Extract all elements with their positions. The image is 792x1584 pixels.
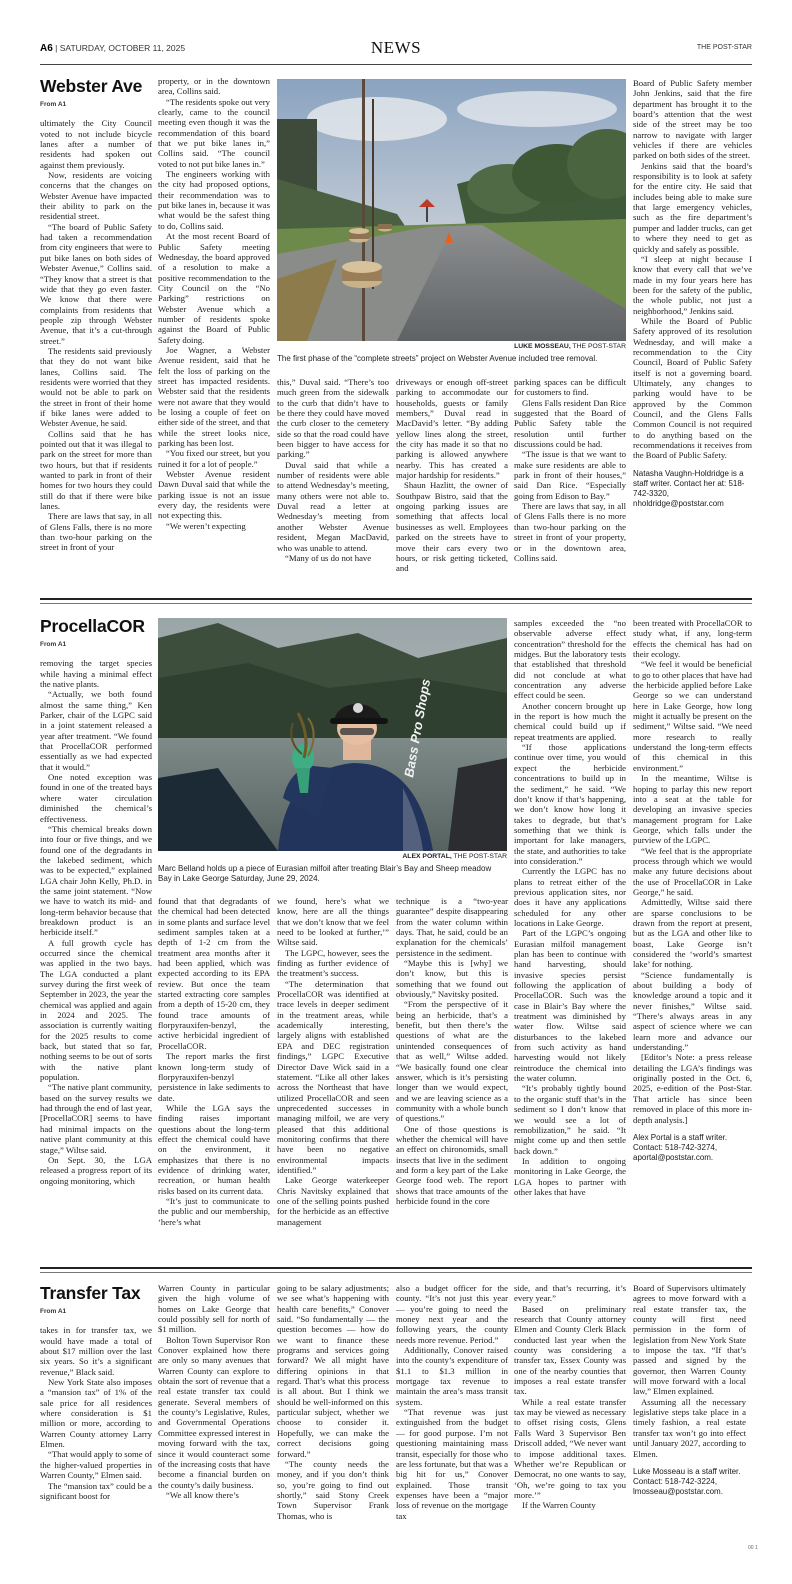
- webster-col-6: [633, 78, 752, 588]
- procella-col-4: [396, 896, 508, 1256]
- procella-col-5: [514, 618, 626, 1256]
- paragraph: In addition to ongoing monitoring in Lake George, the LGA hopes to partner with other lakes that have: [514, 1155, 626, 1197]
- paragraph: “Actually, we both found almost the same thing,” Ken Parker, chair of the LGPC said in a joint statement released a year after treatment. “We found that ProcellaCOR performed essentially as we had expected that it would.”: [40, 689, 152, 772]
- paragraph: “The determination that ProcellaCOR was identified at trace levels in deeper sediment in the treatment areas, while academically interesting, largely aligns with established EPA and DEC registration findings,” LGPC Executive Director Dave Wick said in a statement. “Like all other lakes across the Northeast that have utilized ProcellaCOR and seen unprecedented successes in managing milfoil, we are very pleased that this additional monitoring confirms that there have been no negative environmental impacts identified.”: [277, 978, 389, 1175]
- paragraph: takes in for transfer tax, we would have made a total of about $17 million over the last six years. So it’s a significant revenue,” Black said.: [40, 1325, 152, 1377]
- page-number: A6: [40, 43, 53, 54]
- section-title: NEWS: [370, 38, 422, 57]
- paragraph: Lake George waterkeeper Chris Navitsky explained that one of the selling points pushed for the herbicide as an effective management: [277, 1175, 389, 1227]
- paragraph: New York State also imposes a “mansion tax” of 1% of the sale price for all residences where consideration is $1 million or more, according to Warren County attorney Larry Elmen.: [40, 1377, 152, 1450]
- procella-author-bio: Alex Portal is a staff writer. Contact: 518-742-3274, aportal@poststar.com.: [633, 1132, 728, 1163]
- page-header: [40, 38, 752, 60]
- paragraph: Shaun Hazlitt, the owner of Southpaw Bistro, said that the ongoing parking issues are something that affects local businesses as well. Employees parked on the streets have to move their cars every two hours, or risk getting ticketed, and: [396, 480, 508, 574]
- paragraph: The LGPC, however, sees the finding as further evidence of the treatment’s success.: [277, 947, 389, 979]
- header-rule: [40, 64, 752, 65]
- paragraph: “We feel that is the appropriate process through which we would make any future decisions about the use of ProcellaCOR in Lake George,” he said.: [633, 845, 752, 897]
- boat-logo-text: Bass Pro Shops: [401, 677, 434, 779]
- webster-photo: [277, 79, 626, 341]
- paragraph: Currently the LGPC has no plans to retreat either of the previous application sites, nor does it have any applications scheduled for any other locations in Lake George.: [514, 866, 626, 928]
- paragraph: While a real estate transfer tax may be viewed as necessary to offset rising costs, Glens Falls Ward 3 Supervisor Ben Driscoll added, “We never want to impose additional taxes. Whether we’re Republican or Democrat, no one wants to say, ‘Oh, we’re going to tax you more.’”: [514, 1396, 626, 1500]
- paragraph: One noted exception was found in one of the treated bays where water circulation diminished the chemical’s effectiveness.: [40, 772, 152, 824]
- section-divider-2: [40, 1267, 752, 1269]
- paragraph: The engineers working with the city had proposed options, their recommendation was to put bike lanes in, because it was what would be the safest thing to do, Collins said.: [158, 169, 270, 231]
- paragraph: If the Warren County: [522, 1500, 596, 1511]
- paragraph: “You fixed our street, but you ruined it for a lot of people.”: [158, 448, 270, 469]
- paragraph: “The issue is that we want to make sure residents are able to park in front of their houses,” said Dan Rice. “Especially going from Edison to Bay.”: [514, 449, 626, 501]
- procella-from: From A1: [40, 641, 67, 648]
- transfer-col-6: [633, 1283, 746, 1543]
- paper-name: THE POST-STAR: [696, 44, 752, 51]
- paragraph: driveways or enough off-street parking to accommodate our households, guests or family members,” Duval read in MacDavid’s letter. “By adding yellow lines along the street, the city has made it so that no parking is allowed anywhere nearby. This has created a major hardship for residents.”: [396, 377, 508, 481]
- paragraph: The residents said previously that they do not want bike lanes, Collins said. The residents were worried that they would not be able to park on the street in front of their home if bike lanes were added to Webster Avenue, he said.: [40, 345, 152, 429]
- paragraph: In the meantime, Wiltse is hoping to parlay this new report into a seat at the table for developing an invasive species management program for Lake George, which falls under the purview of the LGPC.: [633, 773, 752, 846]
- paragraph: this,” Duval said. “There’s too much green from the sidewalk to the curb that didn’t have to be there they could have moved the curb closer to the cemetery side so that the road could have been bigger to have access for parking.”: [277, 377, 389, 460]
- page-code: 00 1: [748, 1545, 758, 1551]
- paragraph: Part of the LGPC’s ongoing Eurasian milfoil management plan has been to continue with hand harvesting, should invasive species persist following the application of ProcellaCOR. Such was the case in Blair’s Bay where the treatment was diminished by water flow. Wiltse said disturbances to the lakebed from such activity as hand harvesting would not likely reintroduce the chemical into the water column.: [514, 928, 626, 1084]
- paragraph: “Science fundamentally is about building a body of knowledge around a topic and it never finishes,” Wiltse said. “There’s always areas in any aspect of science where we can learn more and advance our understanding.”: [633, 969, 752, 1053]
- paragraph: “The board of Public Safety had taken a recommendation from city engineers that were to put bike lanes on both sides of Webster Avenue,” Collins said. “They know that a street is that wide that they go even faster. We know that there were complaints from residents that people zip through Webster Avenue, that it’s a cut-through street.”: [40, 221, 152, 346]
- paragraph: [Editor’s Note: a press release detailing the LGA’s findings was originally posted in the Oct. 6, 2025, e-edition of the Post-Star. That article has since been removed in place of this more in-depth analysis.]: [633, 1052, 752, 1125]
- paragraph: technique is a “two-year guarantee” despite disappearing from the water column within days. That, he said, could be an explanation for the chemicals’ persistence in the sediment.: [396, 896, 508, 958]
- webster-photo-caption: The first phase of the “complete streets” project on Webster Avenue included tree removal.: [277, 354, 598, 363]
- paragraph: “I sleep at night because I know that every call that we’ve made in my four years here has been for the safety of the public, the whole public, not just a neighborhood,” Jenkins said.: [633, 253, 752, 316]
- transfer-col-3: [277, 1283, 389, 1543]
- paragraph: The report marks the first known long-term study of florpyrauxifen-benzyl persistence in lake sediments to date.: [158, 1051, 270, 1103]
- transfer-col-4: [396, 1283, 508, 1543]
- paragraph: “The native plant community, based on the survey results we had through the end of last year, [ProcellaCOR] seems to have had minimal impacts on the native plant community at this stage,” Wiltse said.: [40, 1082, 152, 1155]
- tree-stumps-street-image: [277, 79, 626, 341]
- paragraph: “The county needs the money, and if you don’t think so, you’re going to find out shortly,” said Stony Creek Town Supervisor Frank Thomas, who is: [277, 1458, 389, 1521]
- paragraph: also a budget officer for the county. “It’s not just this year — you’re going to need the money next year and the following years, the county needs more revenue. Period.”: [396, 1283, 508, 1345]
- page-date: SATURDAY, OCTOBER 11, 2025: [59, 43, 186, 53]
- paragraph: “Many of us do not have: [285, 552, 372, 563]
- paragraph: Collins said that he has pointed out that it was illegal to park on the street for more than two hours, but that if residents wanted to park in front of their homes for two hours they could still do that if there were bike lanes.: [40, 428, 152, 512]
- paragraph: “It’s probably tightly bound to the organic stuff that’s in the sediment so I don’t know that we would see a lot of remobilization,” he said. “It might come up and then settle back down.”: [514, 1083, 626, 1156]
- paragraph: At the most recent Board of Public Safety meeting Wednesday, the board approved of a resolution to make a positive recommendation to the City Council on the “No Parking” restrictions on Webster Avenue which a number of residents spoke against the Board of Public Safety doing.: [158, 231, 270, 345]
- procella-col-3: [277, 896, 389, 1256]
- webster-col-2-text: [158, 76, 270, 531]
- paragraph: “We feel it would be beneficial to go to other places that have had the herbicide applied before Lake George so we can understand here in Lake George, how long might it actually be present on the sediment,” Wiltse said. “We need more research to really understand the long-term effects of this chemical in this environment.”: [633, 659, 752, 773]
- procella-photo: [158, 618, 507, 851]
- transfer-col-1: [40, 1283, 152, 1543]
- transfer-author-bio: Luke Mosseau is a staff writer. Contact: 518-742-3224, lmosseau@poststar.com.: [633, 1466, 741, 1497]
- paragraph: “It’s just to communicate to the public and our membership, ‘here’s what: [158, 1195, 270, 1227]
- paragraph: found that that degradants of the chemical had been detected in some plants and surface level sediment samples taken at a depth of 1-2 cm from the treatment area months after it had been applied, which was expected according to its EPA review. But once the team started extracting core samples from a depth of 15-20 cm, they found trace amounts of florpyrauxifen-benzyl, the active herbicidal ingredient of ProcellaCOR.: [158, 896, 270, 1051]
- section-divider-2-thin: [40, 1272, 752, 1273]
- paragraph: Joe Wagner, a Webster Avenue resident, said that he felt the loss of parking on the street has impacted residents. Webster said that the residents were not aware that they would be losing a couple of feet on either side of the street, and that while the street looks nice, parking has been lost.: [158, 344, 270, 449]
- paragraph: parking spaces can be difficult for customers to find.: [514, 377, 626, 398]
- webster-author-bio: Natasha Vaughn-Holdridge is a staff writer. Contact her at: 518-742-3320, nholdridge@poststar.com: [633, 468, 745, 509]
- paragraph: While the LGA says the finding raises important questions about the long-term effect the chemical could have on the environment, it emphasizes that there is no evidence of drinking water, recreation, or human health risks based on its current data.: [158, 1102, 270, 1196]
- paragraph: Jenkins said that the board’s responsibility is to look at safety for the entire city. He said that includes being able to make sure that large emergency vehicles, such as the fire department’s pumper and ladder trucks, can get to where they need to get as quickly and safely as possible.: [633, 160, 752, 254]
- webster-headline: Webster Ave: [40, 76, 143, 96]
- paragraph: “This chemical breaks down into four or five things, and we found one of the degradants in the lakebed sediment, which was to be expected,” explained LGA chair John Kelly, Ph.D. in the same joint statement. “Now we have to watch its mid- and long-term behavior because that breakdown product is an herbicide itself.”: [40, 823, 152, 938]
- transfer-headline: Transfer Tax: [40, 1283, 141, 1303]
- milfoil-lake-image: [158, 618, 507, 851]
- paragraph: removing the target species while having a minimal effect the native plants.: [40, 658, 152, 690]
- webster-col-3: [277, 377, 389, 586]
- paragraph: Board of Public Safety member John Jenkins, said that the fire department has brought it to the board’s attention that the west side of the street may be too narrow to navigate with larger vehicles if there are vehicles parked on both sides of the street.: [633, 78, 752, 161]
- paragraph: Board of Supervisors ultimately agrees to move forward with a real estate transfer tax, the county will first need permission in the form of legislation from New York State to impose the tax. “If that’s passed and signed by the governor, then Warren County will move forward with a local law,” Elmen explained.: [633, 1283, 746, 1397]
- paragraph: “That would apply to some of the higher-valued properties in Warren County,” Elmen said.: [40, 1449, 152, 1481]
- paragraph: we found, here’s what we know, here are all the things that we don’t know that we feel need to be looked at further,’” Wiltse said.: [277, 896, 389, 948]
- paragraph: “From the perspective of it being an herbicide, that’s a benefit, but then there’s the questions of what are the unintended consequences of that as well,” Wiltse added. “We basically found one clear answer, which is it’s persisting longer than we would expect, and we are leaving science as a community with a whole bunch of questions.”: [396, 999, 508, 1124]
- paragraph: “Maybe this is [why] we don’t know, but this is something that we found out obviously,” Navitsky posited.: [396, 958, 508, 1000]
- paragraph: There are laws that say, in all of Glens Falls, there is no more than two-hour parking on the street in front of your: [40, 511, 152, 553]
- procella-photo-caption: Marc Belland holds up a piece of Eurasian milfoil after treating Blair’s Bay and Sheep meadow Bay in Lake George Saturday, June 29, 2024.: [158, 864, 492, 884]
- paragraph: Warren County in particular given the high volume of homes on Lake George that could possibly sell for north of $1 million.: [158, 1283, 270, 1335]
- paragraph: “We weren’t expecting: [166, 520, 246, 531]
- paragraph: Another concern brought up in the report is how much the chemical could build up if repeat treatments are applied.: [514, 700, 626, 742]
- paragraph: Webster Avenue resident Dawn Duval said that while the parking issue is not an issue every day, the residents were not expecting this.: [158, 469, 270, 521]
- transfer-from: From A1: [40, 1308, 67, 1315]
- paragraph: On Sept. 30, the LGA released a progress report of its ongoing monitoring, which: [40, 1154, 152, 1186]
- paragraph: going to be salary adjustments; we see what’s happening with health care benefits,” Conover said. “So fundamentally — the question becomes — how do we want to finance these programs and services going forward? We all might have differing opinions in that regard. That’s what this process is all about. But I think we should be well-informed on this particular subject, whether we choose to consider it. Hopefully, we can make the correct decisions going forward.”: [277, 1283, 389, 1459]
- paragraph: One of those questions is whether the chemical will have an effect on chironomids, small insects that live in the sediment and form a key part of the Lake George food web. The report shows that trace amounts of the herbicide found in the core: [396, 1123, 508, 1206]
- webster-col-1-text: [40, 118, 152, 552]
- paragraph: Based on preliminary research that County attorney Elmen and County Clerk Black conducted last year when the county was considering a transfer tax, Essex County was one of the nearby counties that imposes a real estate transfer tax.: [514, 1303, 626, 1397]
- procella-col-2: [158, 896, 270, 1256]
- page-folio: A6 | SATURDAY, OCTOBER 11, 2025: [40, 43, 186, 54]
- transfer-col-5: [514, 1283, 626, 1543]
- paragraph: side, and that’s recurring, it’s every year.”: [514, 1283, 626, 1304]
- webster-col-5: [514, 377, 626, 586]
- procella-col-1: [40, 616, 152, 1256]
- paragraph: property, or in the downtown area, Collins said.: [158, 76, 270, 97]
- paragraph: Now, residents are voicing concerns that the changes on Webster Avenue have impacted their ability to park on the residential street.: [40, 170, 152, 222]
- webster-col-1: [40, 76, 152, 586]
- paragraph: “That revenue was just extinguished from the budget — for good purpose. I’m not questioning maintaining mass transit, especially for those who are less fortunate, but that was a big hit for us,” Conover explained. Those transit expenses have been a “major loss of revenue on the mortgage tax: [396, 1407, 508, 1521]
- paragraph: been treated with ProcellaCOR to study what, if any, long-term effects the chemical has had on their ecology.: [633, 618, 752, 660]
- webster-photo-credit: LUKE MOSSEAU, THE POST-STAR: [514, 343, 626, 350]
- procella-photo-credit: ALEX PORTAL, THE POST-STAR: [402, 853, 507, 860]
- procella-headline: ProcellaCOR: [40, 616, 145, 636]
- paragraph: The “mansion tax” could be a significant boost for: [40, 1480, 152, 1501]
- transfer-col-2: [158, 1283, 270, 1543]
- paragraph: Bolton Town Supervisor Ron Conover explained how there are only so many avenues that Warren County can explore to obtain the sort of revenue that a real estate transfer tax could generate. Several members of the county’s Legislative, Rules, and Governmental Operations Committee expressed interest in moving forward with the tax, since it would counteract some of the increasing costs that have become a financial burden on the county’s daily business.: [158, 1334, 270, 1490]
- paragraph: There are laws that say, in all of Glens Falls there is no more than two-hour parking on the street in front of your property, or in the downtown area, Collins said.: [514, 501, 626, 563]
- paragraph: ultimately the City Council voted to not include bicycle lanes after a number of residents had spoken out against them previously.: [40, 118, 152, 170]
- webster-col-2: [158, 76, 270, 586]
- paragraph: “If those applications continue over time, you would expect the herbicide concentrations to build up in the sediment,” he said. “We don’t know if that’s happening, we don’t know how long it takes to degrade, but that’s something that we think is important for lake managers, the state, and authorities to take into consideration.”: [514, 742, 626, 866]
- paragraph: Admittedly, Wiltse said there are sparse conclusions to be drawn from the report at present, but as the LGA and other like to boast, Lake George isn’t considered the ‘world’s smartest lake’ for nothing.: [633, 897, 752, 970]
- paragraph: “The residents spoke out very clearly, came to the council meeting even though it was the recommendation of this board that we put bike lanes in,” Collins said. “The council voted to not put bike lanes in.”: [158, 96, 270, 169]
- webster-col-4: [396, 377, 508, 586]
- paragraph: Assuming all the necessary legislative steps take place in a timely fashion, a real estate transfer tax won’t go into effect until January 2027, according to Elmen.: [633, 1396, 746, 1459]
- procella-col-6: [633, 618, 752, 1256]
- section-divider-thin: [40, 603, 752, 604]
- section-divider: [40, 598, 752, 600]
- paragraph: samples exceeded the “no observable adverse effect concentration” threshold for the midges. But the laboratory tests that established that threshold did not conclude at what concentration any adverse effect could be seen.: [514, 618, 626, 701]
- webster-from: From A1: [40, 101, 67, 108]
- paragraph: While the Board of Public Safety approved of its resolution Wednesday, and will make a recommendation to the City Council, Board of Public Safety itself is not a governing board. Ultimately, any changes to parking would have to be approved by the Common Council, and the Glens Falls Common Council is not required to do anything based on the recommendations it receives from the Board of Public Safety.: [633, 315, 752, 461]
- paragraph: Duval said that while a number of residents were able to attend Wednesday’s meeting, many others were not able to. Duval read a letter at Wednesday’s meeting from another Webster Avenue resident, Megan MacDavid, who was unable to attend.: [277, 459, 389, 553]
- paragraph: Additionally, Conover raised into the county’s expenditure of $1.1 to $1.3 million in mortgage tax revenue to maintain the area’s mass transit system.: [396, 1345, 508, 1407]
- paragraph: “We all know there’s: [166, 1489, 239, 1500]
- paragraph: A full growth cycle has occurred since the chemical was applied in the two bays. The LGA conducted a plant survey during the first week of September in 2023, the year the chemical was applied and again in 2024 and 2025. The association is currently waiting for the 2025 results to come back, but stated that so far, nothing seems to be out of sorts with the native plant population.: [40, 937, 152, 1083]
- paragraph: Glens Falls resident Dan Rice suggested that the Board of Public Safety table the resolution until further discussions could be had.: [514, 397, 626, 450]
